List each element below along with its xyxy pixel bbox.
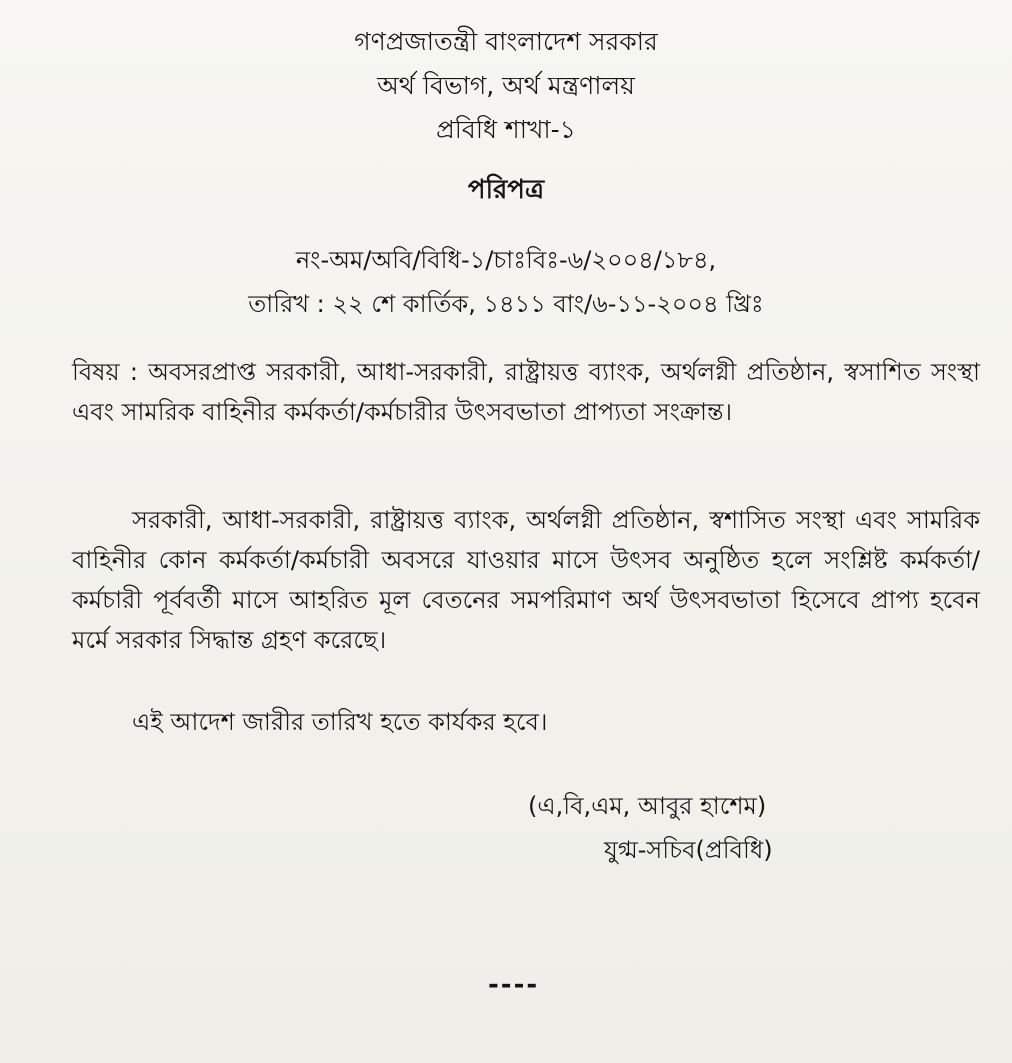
document-title: পরিপত্র [467,175,545,205]
body-paragraph-2: এই আদেশ জারীর তারিখ হতে কার্যকর হবে। [132,708,548,736]
government-name: গণপ্রজাতন্ত্রী বাংলাদেশ সরকার [354,27,658,56]
signatory-designation: যুগ্ম-সচিব(প্রবিধি) [604,836,773,864]
signatory-name: (এ,বি,এম, আবুর হাশেম) [528,792,767,820]
division-ministry: অর্থ বিভাগ, অর্থ মন্ত্রণালয় [377,71,635,100]
reference-date: তারিখ : ২২ শে কার্তিক, ১৪১১ বাং/৬-১১-২০০৪ খ্রিঃ [248,290,764,318]
end-mark: ---- [488,970,540,1000]
branch-name: প্রবিধি শাখা-১ [436,115,576,144]
subject-text: বিষয় : অবসরপ্রাপ্ত সরকারী, আধা-সরকারী, রাষ্ট্রায়ত্ত ব্যাংক, অর্থলগ্নী প্রতিষ্ঠান, স্বসাশিত সংস্থা এবং সামরিক বাহিনীর কর্মকর্তা/কর্মচারীর উৎসবভাতা প্রাপ্যতা সংক্রান্ত। [72,358,980,426]
reference-number: নং-অম/অবি/বিধি-১/চাঃবিঃ-৬/২০০৪/১৮৪, [295,246,717,274]
body-paragraph-1: সরকারী, আধা-সরকারী, রাষ্ট্রায়ত্ত ব্যাংক, অর্থলগ্নী প্রতিষ্ঠান, স্বশাসিত সংস্থা এবং সামরিক বাহিনীর কোন কর্মকর্তা/কর্মচারী অবসরে যাওয়ার মাসে উৎসব অনুষ্ঠিত হলে সংশ্লিষ্ট কর্মকর্তা/কর্মচারী পূর্ববর্তী মাসে আহরিত মূল বেতনের সমপরিমাণ অর্থ উৎসবভাতা হিসেবে প্রাপ্য হবেন মর্মে সরকার সিদ্ধান্ত গ্রহণ করেছে। [72,506,980,654]
